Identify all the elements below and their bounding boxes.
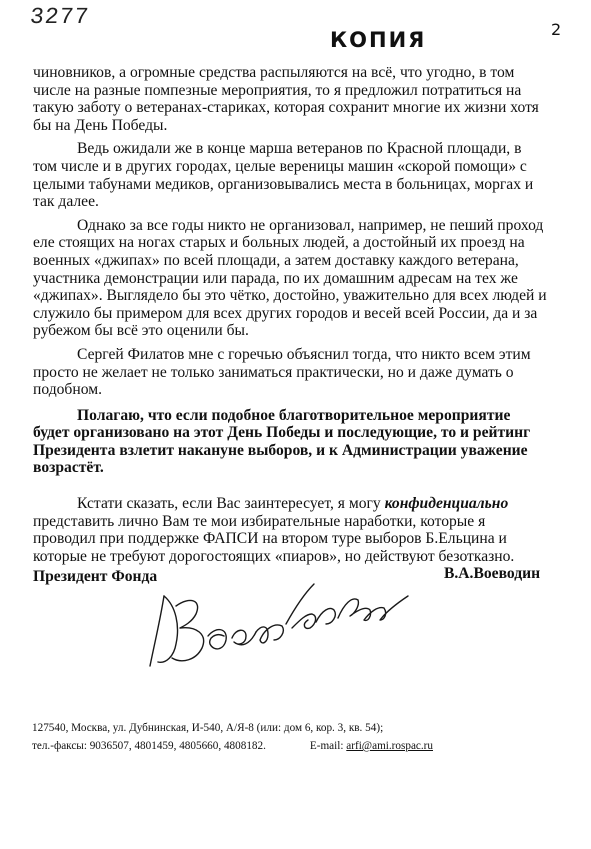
paragraph-6 (33, 495, 548, 565)
paragraph-1: чиновников, а огромные средства распыляются на всё, что угодно, в том числе на разные помпезные мероприятия, то я предложил потратиться на такую заботу о ветеранах-стариках, которая сохранит многие их жизни хотя бы на День Победы. (33, 64, 539, 134)
paragraph-6-end: представить лично Вам те мои избирательные наработки, которые я проводил при поддержке ФАПСИ на втором туре выборов Б.Ельцина и которые не требуют дорогостоящих «пиаров», но действуют безотказно. (33, 512, 515, 565)
paragraph-2: Ведь ожидали же в конце марша ветеранов по Красной площади, в том числе и в других городах, целые вереницы машин «скорой помощи» с целыми табунами медиков, организовывались места в больницах, моргах и так далее. (33, 140, 534, 211)
handwritten-signature (146, 566, 416, 670)
signatory-name: В.А.Воеводин (444, 565, 541, 582)
copy-stamp: КОПИЯ (330, 28, 427, 52)
footer-phones-line (32, 737, 552, 755)
footer-phones: тел.-факсы: 9036507, 4801459, 4805660, 4808182. (32, 740, 266, 752)
confidential-word: конфиденциально (384, 495, 509, 513)
email-label: E-mail: (309, 740, 344, 752)
letter-body (33, 64, 548, 571)
document-number: 3277 (28, 4, 91, 30)
paragraph-6-start: Кстати сказать, если Вас заинтересует, я могу (77, 495, 381, 513)
footer-contacts (32, 719, 552, 755)
footer-address: 127540, Москва, ул. Дубнинская, И-540, А/Я-8 (или: дом 6, кор. 3, кв. 54); (32, 722, 384, 734)
paragraph-3: Однако за все годы никто не организовал, например, не пеший проход еле стоящих на ногах старых и больных людей, а достойный их проезд на военных «джипах» по всей площади, а затем доставку каждого ветерана, участника демонстрации или парада, по их домашним адресам на тех же «джипах». Выглядело бы это чётко, достойно, уважительно для всех людей и служило бы примером для всех других городов и весей всей России, да и за рубежом бы всё это оценили бы. (33, 216, 547, 340)
page-number: 2 (551, 20, 562, 39)
email-link[interactable]: arfi@ami.rospac.ru (346, 740, 433, 752)
paragraph-5-bold: Полагаю, что если подобное благотворительное мероприятие будет организовано на этот День Победы и последующие, то и рейтинг Президента взлетит накануне выборов, и к Администрации уважение возрастёт. (33, 406, 531, 477)
signatory-title: Президент Фонда (33, 568, 158, 585)
paragraph-4: Сергей Филатов мне с горечью объяснил тогда, что никто всем этим просто не желает не только заниматься практически, но и даже думать о подобном. (33, 345, 531, 399)
